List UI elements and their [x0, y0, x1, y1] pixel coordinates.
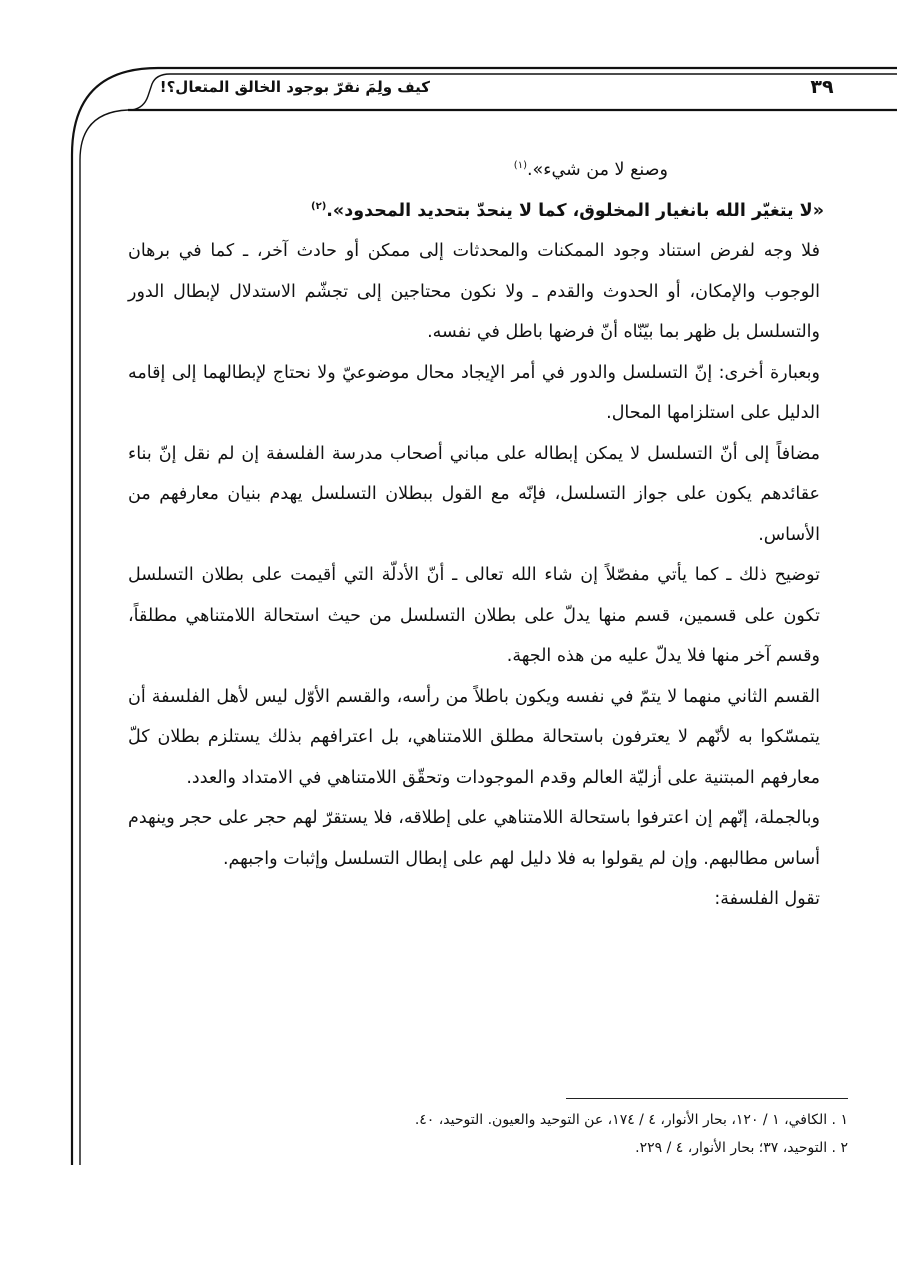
paragraph-4: توضيح ذلك ـ كما يأتي مفصّلاً إن شاء الله تعالى ـ أنّ الأدلّة التي أقيمت على بطلان التسلسل تكون على قسمين، قسم منها يدلّ على بطلان التسلسل من حيث استحالة اللامتناهي مطلقاً، وقسم آخر منها فلا يدلّ عليه من هذه الجهة. [128, 565, 820, 666]
quote-1-text: وصنع لا من شيء». [526, 160, 668, 180]
main-text [128, 150, 848, 920]
footnote-separator [566, 1098, 848, 1099]
paragraph-2: وبعبارة أخرى: إنّ التسلسل والدور في أمر الإيجاد محال موضوعيّ ولا نحتاج لإبطالهما إلى إقامه الدليل على استلزامها المحال. [128, 362, 820, 423]
paragraph-5: القسم الثاني منهما لا يتمّ في نفسه ويكون باطلاً من رأسه، والقسم الأوّل ليس لأهل الفلسفة أن يتمسّكوا به لأنّهم لا يعترفون باستحالة مطلق اللامتناهي، بل اعترافهم بذلك يستلزم بطلان كلّ معارفهم المبتنية على أزليّة العالم وقدم الموجودات وتحقّق اللامتناهي في الامتداد والعدد. [128, 686, 820, 788]
quote-line-2 [128, 191, 848, 232]
footnote-2: ٢ . التوحيد، ٣٧؛ بحار الأنوار، ٤ / ٢٢٩. [635, 1140, 848, 1156]
quote-line-1 [128, 150, 848, 191]
paragraph-1: فلا وجه لفرض استناد وجود الممكنات والمحدثات إلى ممكن أو حادث آخر، ـ كما في برهان الوجوب والإمكان، أو الحدوث والقدم ـ ولا نكون محتاجين إلى تجشّم الاستدلال لإبطال الدور والتسلسل بل ظهر بما بيّنّاه أنّ فرضها باطل في نفسه. [128, 241, 820, 342]
paragraph-6: وبالجملة، إنّهم إن اعترفوا باستحالة اللامتناهي على إطلاقه، فلا يستقرّ لهم حجر على حجر وينهدم أساس مطالبهم. وإن لم يقولوا به فلا دليل لهم على إبطال التسلسل وإثبات واجبهم. [128, 808, 820, 869]
footnote-ref-2: (٢) [311, 200, 327, 212]
footnote-1: ١ . الكافي، ١ / ١٢٠، بحار الأنوار، ٤ / ١٧٤، عن التوحيد والعيون. التوحيد، ٤٠. [414, 1112, 848, 1128]
running-header-title: كيف ولِمَ نقرّ بوجود الخالق المتعال؟! [159, 78, 430, 96]
paragraph-3: مضافاً إلى أنّ التسلسل لا يمكن إبطاله على مباني أصحاب مدرسة الفلسفة إن لم نقل إنّ بناء عقائدهم يكون على جواز التسلسل، فإنّه مع القول ببطلان التسلسل يهدم بنيان معارفهم من الأساس. [128, 443, 820, 545]
page-number: ٣٩ [810, 76, 834, 98]
paragraph-7: تقول الفلسفة: [714, 889, 820, 909]
quote-2-text: «لا يتغيّر الله بانغيار المخلوق، كما لا ينحدّ بتحديد المحدود». [326, 200, 824, 221]
footnote-ref-1: (١) [513, 160, 527, 172]
footnotes [128, 1106, 848, 1162]
